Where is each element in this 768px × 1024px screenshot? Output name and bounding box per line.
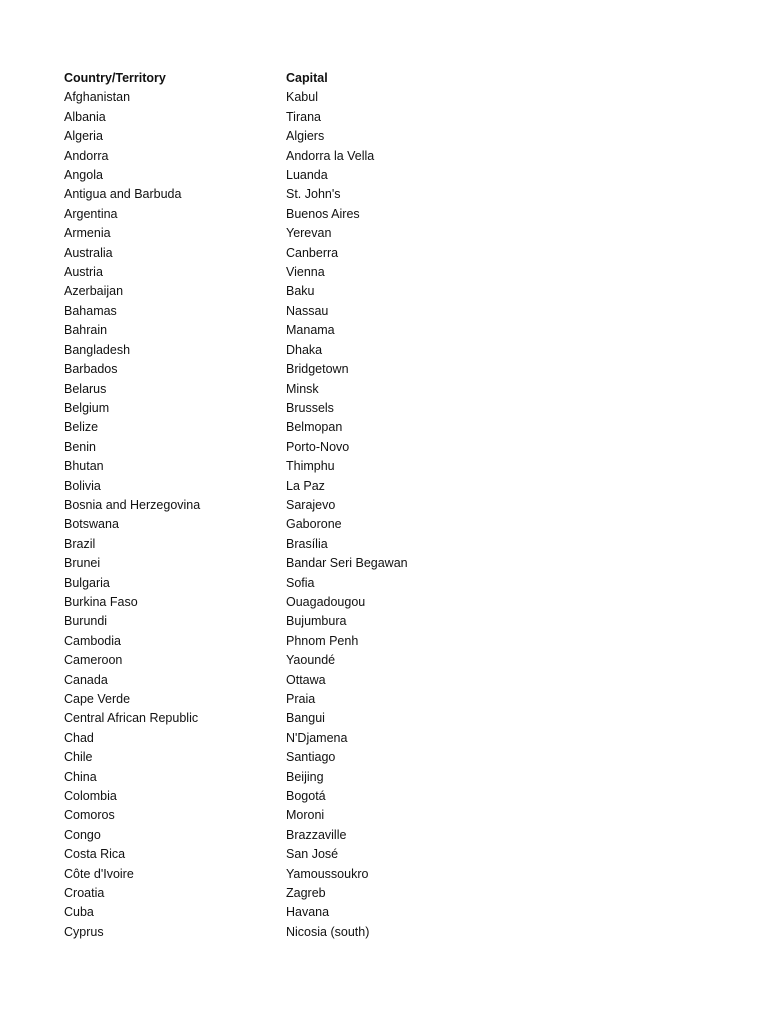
capital-cell: Bangui — [286, 711, 325, 726]
table-row — [64, 185, 486, 204]
capital-cell: Luanda — [286, 168, 328, 183]
capital-cell: Thimphu — [286, 459, 335, 474]
country-cell: Cape Verde — [64, 692, 131, 706]
table-row — [64, 108, 486, 127]
table-row — [64, 690, 486, 709]
capital-cell: Gaborone — [286, 517, 342, 532]
country-cell: Bulgaria — [64, 575, 110, 590]
header-country: Country/Territory — [64, 71, 166, 85]
country-cell: Côte d'Ivoire — [64, 866, 134, 881]
capital-cell: St. John's — [286, 187, 341, 202]
country-cell: Bangladesh — [64, 342, 131, 357]
capital-cell: Tirana — [286, 109, 321, 124]
table-row — [64, 244, 486, 263]
capital-cell: Sofia — [286, 575, 315, 590]
table-row — [64, 806, 486, 825]
table-row — [64, 574, 486, 593]
capital-cell: Algiers — [286, 129, 325, 144]
country-cell: China — [64, 769, 97, 784]
country-cell: Austria — [64, 265, 103, 280]
country-cell: Bahamas — [64, 303, 117, 318]
capital-cell: Minsk — [286, 381, 319, 396]
country-cell: Antigua and Barbuda — [64, 187, 182, 202]
country-cell: Bahrain — [64, 323, 108, 338]
country-cell: Azerbaijan — [64, 284, 124, 299]
capital-cell: Yerevan — [286, 226, 332, 241]
table-row — [64, 302, 486, 321]
country-cell: Comoros — [64, 808, 115, 823]
table-row — [64, 671, 486, 690]
capital-cell: Beijing — [286, 769, 324, 784]
capital-cell: Baku — [286, 284, 315, 299]
table-row — [64, 515, 486, 534]
table-row — [64, 399, 486, 418]
capital-cell: Manama — [286, 323, 335, 338]
country-cell: Australia — [64, 245, 113, 260]
country-cell: Botswana — [64, 517, 119, 532]
table-row — [64, 418, 486, 437]
capital-cell: Vienna — [286, 265, 325, 280]
country-cell: Croatia — [64, 886, 105, 901]
country-cell: Costa Rica — [64, 847, 126, 862]
table-row — [64, 632, 486, 651]
header-capital: Capital — [286, 71, 328, 85]
country-cell: Congo — [64, 827, 101, 842]
capital-cell: N'Djamena — [286, 730, 348, 745]
country-cell: Benin — [64, 439, 96, 454]
table-row — [64, 496, 486, 515]
country-cell: Bhutan — [64, 459, 104, 474]
table-row — [64, 923, 486, 942]
table-row — [64, 554, 486, 573]
capital-cell: Phnom Penh — [286, 633, 359, 648]
table-row — [64, 263, 486, 282]
capital-cell: Dhaka — [286, 342, 323, 357]
capital-cell: Bujumbura — [286, 614, 347, 629]
country-cell: Burkina Faso — [64, 594, 138, 609]
capital-cell: Brussels — [286, 400, 334, 415]
table-row — [64, 477, 486, 496]
capital-cell: Brasília — [286, 536, 328, 551]
country-cell: Cuba — [64, 905, 94, 920]
table-row — [64, 147, 486, 166]
country-cell: Albania — [64, 109, 106, 124]
country-cell: Chad — [64, 730, 94, 745]
table-row — [64, 826, 486, 845]
capital-cell: Brazzaville — [286, 827, 347, 842]
country-cell: Bolivia — [64, 478, 101, 493]
country-cell: Andorra — [64, 148, 109, 163]
table-body — [64, 88, 486, 942]
capital-cell: Belmopan — [286, 420, 343, 435]
table-row — [64, 457, 486, 476]
country-cell: Cambodia — [64, 633, 121, 648]
table-row — [64, 865, 486, 884]
table-row — [64, 787, 486, 806]
capital-cell: San José — [286, 847, 339, 862]
table-row — [64, 845, 486, 864]
country-cell: Belgium — [64, 400, 110, 415]
country-cell: Chile — [64, 750, 93, 765]
country-cell: Cyprus — [64, 924, 104, 939]
table-header-row — [64, 69, 486, 88]
country-capital-table — [64, 69, 486, 942]
table-row — [64, 709, 486, 728]
capital-cell: Sarajevo — [286, 497, 336, 512]
table-row — [64, 88, 486, 107]
capital-cell: Yaoundé — [286, 653, 336, 668]
capital-cell: Moroni — [286, 808, 325, 823]
table-row — [64, 205, 486, 224]
table-row — [64, 282, 486, 301]
table-row — [64, 651, 486, 670]
capital-cell: Yamoussoukro — [286, 866, 369, 881]
country-cell: Argentina — [64, 206, 118, 221]
table-row — [64, 729, 486, 748]
capital-cell: Buenos Aires — [286, 206, 360, 221]
capital-cell: Porto-Novo — [286, 439, 350, 454]
capital-cell: Bogotá — [286, 789, 326, 804]
table-row — [64, 127, 486, 146]
table-row — [64, 341, 486, 360]
capital-cell: Bridgetown — [286, 362, 349, 377]
table-row — [64, 884, 486, 903]
capital-cell: Ottawa — [286, 672, 326, 687]
capital-cell: Praia — [286, 692, 316, 706]
capital-cell: Ouagadougou — [286, 594, 366, 609]
table-row — [64, 438, 486, 457]
table-row — [64, 166, 486, 185]
capital-cell: Havana — [286, 905, 330, 920]
country-cell: Brazil — [64, 536, 96, 551]
capital-cell: Nassau — [286, 303, 329, 318]
country-cell: Central African Republic — [64, 711, 199, 726]
capital-cell: Zagreb — [286, 886, 326, 901]
capital-cell: Canberra — [286, 245, 339, 260]
country-cell: Angola — [64, 168, 103, 183]
capital-cell: Bandar Seri Begawan — [286, 556, 408, 571]
country-cell: Belize — [64, 420, 99, 435]
country-cell: Barbados — [64, 362, 118, 377]
country-cell: Algeria — [64, 129, 103, 144]
table-row — [64, 593, 486, 612]
country-cell: Bosnia and Herzegovina — [64, 497, 201, 512]
country-cell: Colombia — [64, 789, 117, 804]
country-cell: Afghanistan — [64, 90, 131, 105]
capital-cell: La Paz — [286, 478, 325, 493]
table-row — [64, 321, 486, 340]
capital-cell: Santiago — [286, 750, 336, 765]
table-row — [64, 748, 486, 767]
country-cell: Canada — [64, 672, 108, 687]
table-row — [64, 360, 486, 379]
capital-cell: Nicosia (south) — [286, 924, 370, 939]
country-cell: Brunei — [64, 556, 101, 571]
capital-cell: Kabul — [286, 90, 318, 105]
country-cell: Armenia — [64, 226, 111, 241]
table-row — [64, 380, 486, 399]
table-row — [64, 903, 486, 922]
table-row — [64, 535, 486, 554]
country-cell: Cameroon — [64, 653, 123, 668]
table-row — [64, 768, 486, 787]
table-row — [64, 224, 486, 243]
country-cell: Burundi — [64, 614, 108, 629]
country-cell: Belarus — [64, 381, 107, 396]
capital-cell: Andorra la Vella — [286, 148, 375, 163]
table-row — [64, 612, 486, 631]
